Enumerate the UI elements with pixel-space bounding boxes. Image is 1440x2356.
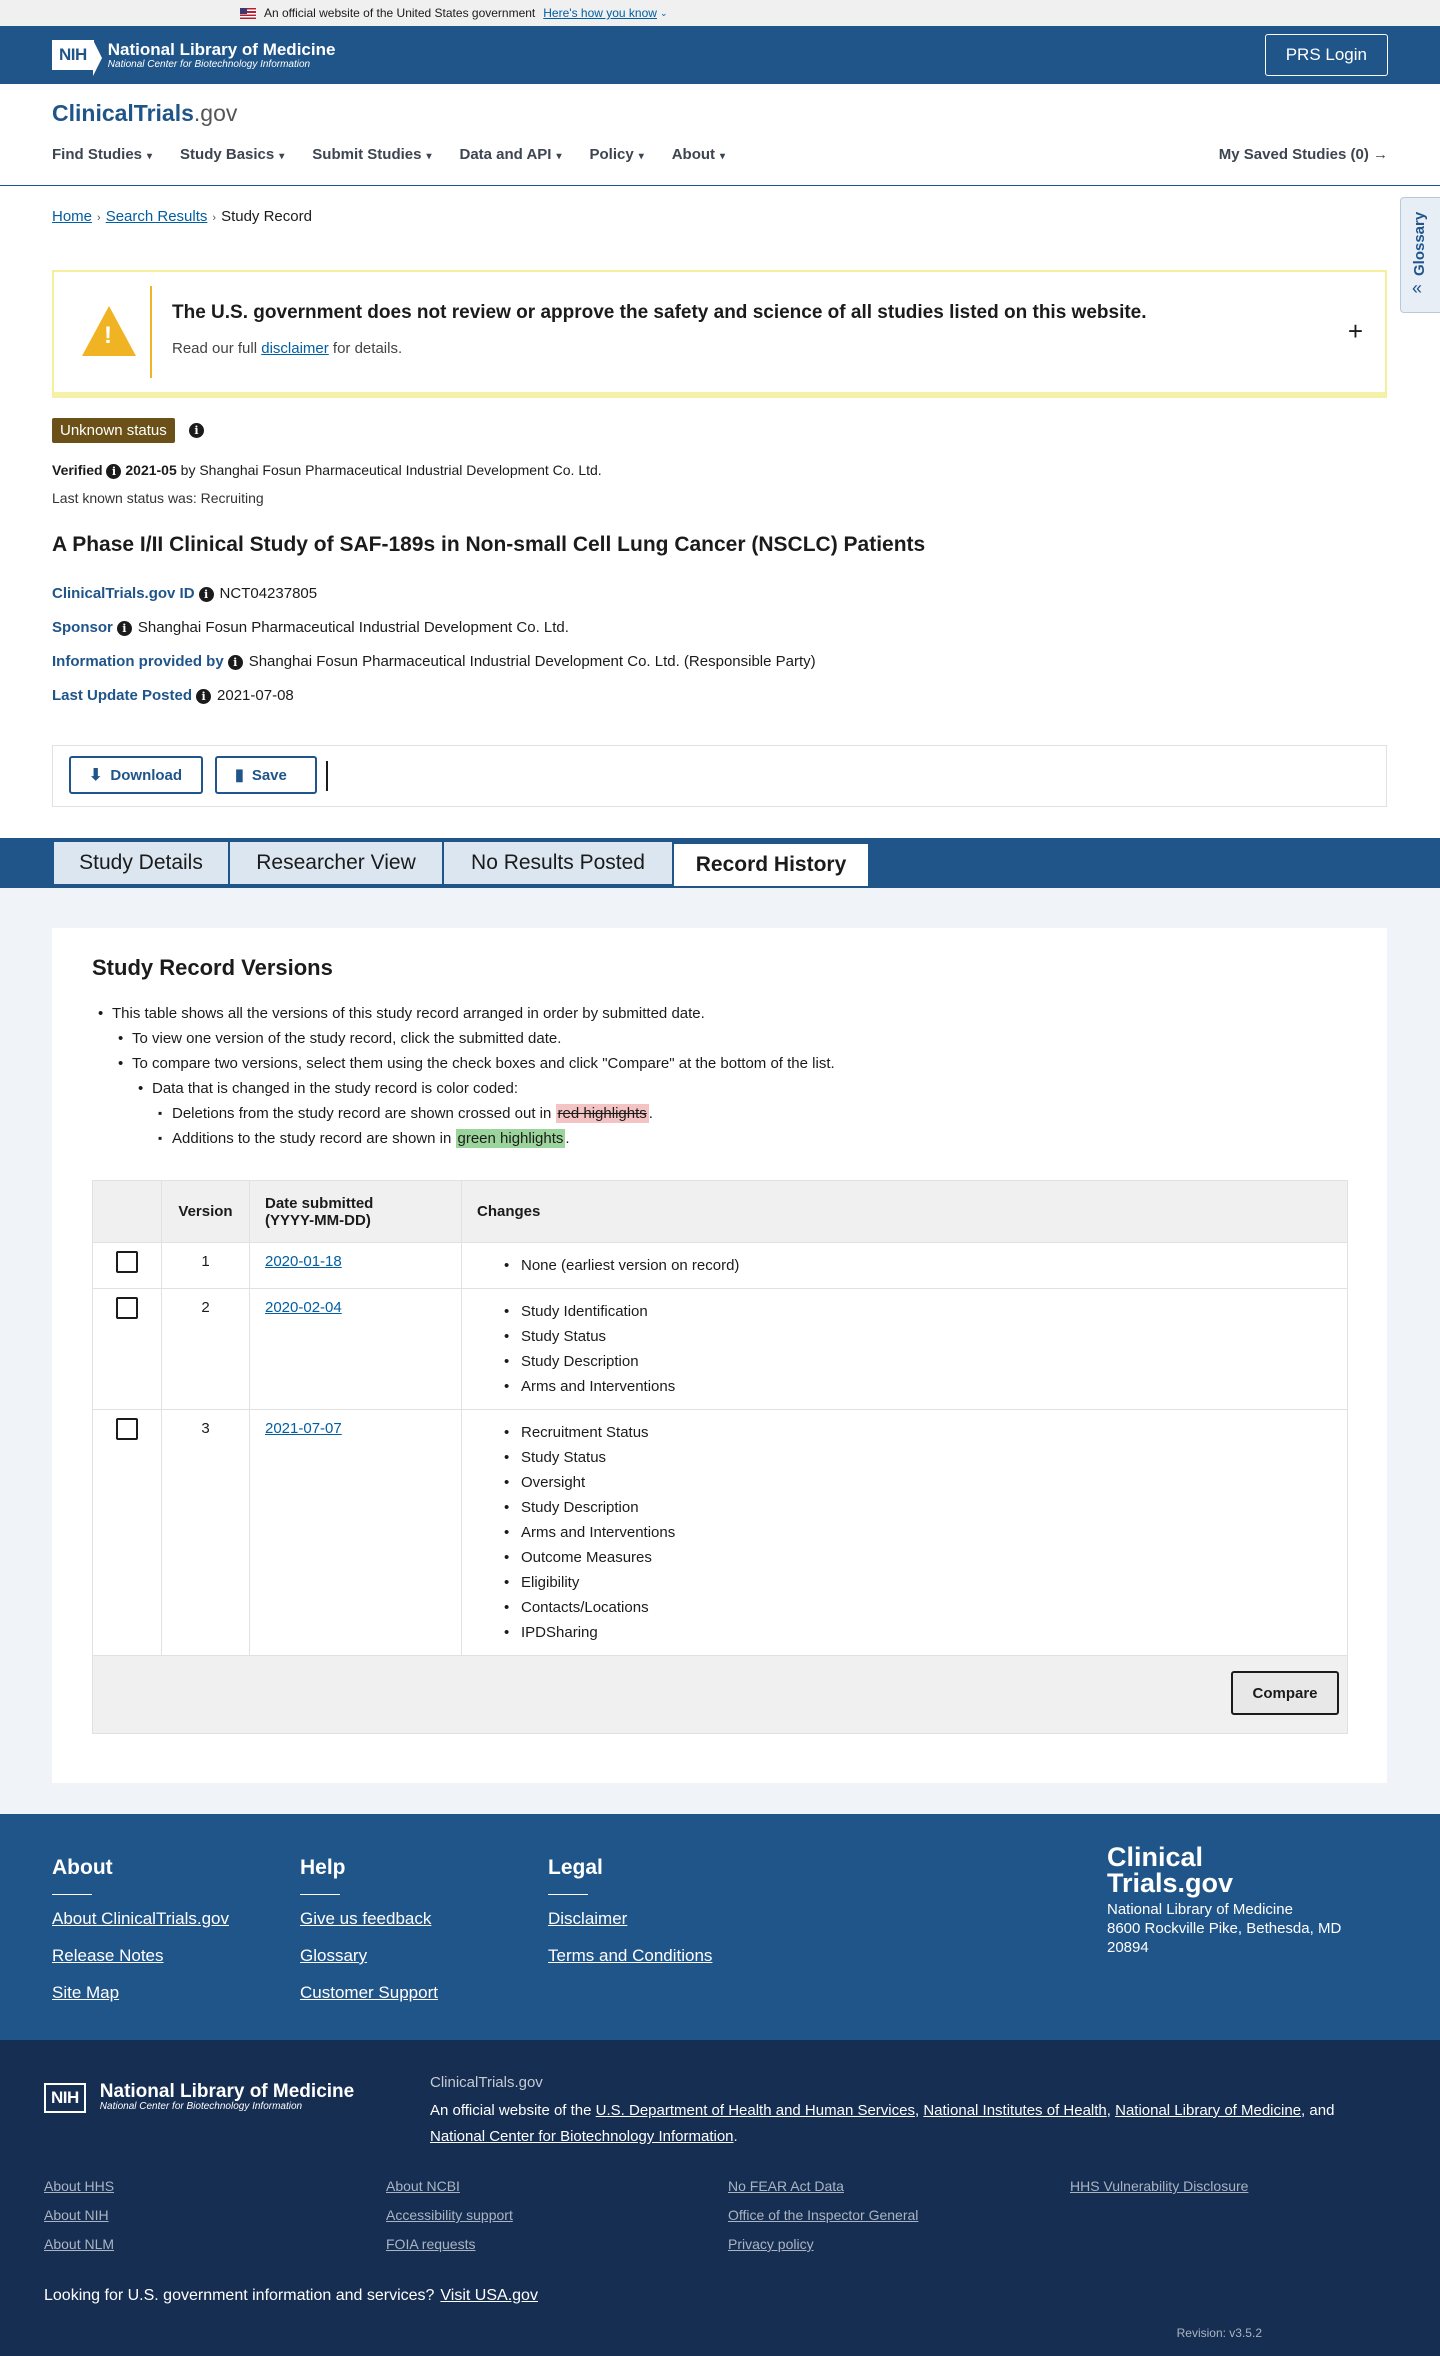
change-item: • Study Status: [477, 1324, 1332, 1349]
nlm-footer-logo[interactable]: [44, 2082, 354, 2113]
chevron-right-icon: ›: [97, 212, 101, 224]
col-version: Version: [162, 1181, 250, 1243]
breadcrumb-search-results[interactable]: Search Results: [105, 208, 208, 225]
footer-site-name: ClinicalTrials.gov: [430, 2074, 543, 2091]
version-number: 1: [162, 1243, 250, 1289]
changes-cell: [462, 1243, 1348, 1289]
footer-links-col1: [44, 2178, 114, 2265]
footer-link[interactable]: Accessibility support: [386, 2207, 513, 2223]
footer-address-street: 8600 Rockville Pike, Bethesda, MD: [1107, 1920, 1342, 1937]
version-checkbox[interactable]: [116, 1418, 138, 1440]
meta-value: Shanghai Fosun Pharmaceutical Industrial Development Co. Ltd.: [137, 619, 569, 636]
info-icon[interactable]: i: [199, 587, 214, 602]
nav-label: About: [671, 146, 716, 163]
change-item: • Study Status: [477, 1445, 1332, 1470]
date-cell: [250, 1289, 462, 1410]
tab-study-details[interactable]: Study Details: [52, 840, 230, 886]
disclaimer-heading: The U.S. government does not review or approve the safety and science of all studies listed on this website.: [172, 302, 1147, 323]
status-badge: Unknown status: [52, 418, 175, 443]
disclaimer-post: for details.: [332, 340, 403, 357]
change-item: • Eligibility: [477, 1570, 1332, 1595]
list-item: ▪ Deletions from the study record are shown crossed out in red highlights .: [172, 1105, 653, 1122]
meta-info-provider: [52, 653, 816, 670]
version-date-link[interactable]: 2020-01-18: [265, 1253, 342, 1270]
col-select: [93, 1181, 162, 1243]
change-item: • Oversight: [477, 1470, 1332, 1495]
row-select-cell: [93, 1289, 162, 1410]
revision-label: Revision: v3.5.2: [1176, 2326, 1262, 2340]
download-button[interactable]: [69, 756, 203, 794]
footer-logo-line1[interactable]: Clinical: [1107, 1842, 1204, 1872]
prs-login-button[interactable]: PRS Login: [1265, 34, 1388, 76]
date-cell: [250, 1410, 462, 1656]
change-item: • Arms and Interventions: [477, 1374, 1332, 1399]
save-button[interactable]: [215, 756, 317, 794]
table-row: [93, 1410, 1348, 1656]
info-icon[interactable]: i: [196, 689, 211, 704]
ncbi-subtitle: National Center for Biotechnology Information: [99, 2101, 303, 2112]
chevron-down-icon: ▾: [426, 151, 432, 162]
footer-address-org: National Library of Medicine: [1107, 1901, 1293, 1918]
double-chevron-left-icon: «: [1412, 278, 1423, 298]
nav-about[interactable]: [672, 146, 725, 163]
info-icon[interactable]: i: [106, 464, 121, 479]
footer-link[interactable]: FOIA requests: [386, 2236, 476, 2252]
change-item: • Recruitment Status: [477, 1420, 1332, 1445]
meta-label: Last Update Posted: [52, 687, 193, 704]
usa-question: Looking for U.S. government information and services?: [44, 2287, 435, 2304]
compare-cell: [93, 1656, 1348, 1734]
footer-address-zip: 20894: [1107, 1939, 1149, 1956]
nav-find-studies[interactable]: [52, 146, 152, 163]
version-date-link[interactable]: 2020-02-04: [265, 1299, 342, 1316]
meta-label: Information provided by: [52, 653, 224, 670]
gov-banner-text: An official website of the United States government: [264, 6, 536, 20]
footer-official-text: An official website of the U.S. Department of Health and Human Services, National Institutes of Health, National Library of Medicine, and National Center for Biotechnology Information.: [430, 2102, 1335, 2145]
breadcrumb-current: Study Record: [221, 208, 312, 225]
disclaimer-text: [172, 340, 402, 357]
info-icon[interactable]: i: [189, 423, 204, 438]
tab-no-results-posted[interactable]: No Results Posted: [442, 840, 674, 886]
text-cursor: [326, 761, 328, 791]
list-item: • Data that is changed in the study record is color coded:: [152, 1080, 518, 1097]
section-heading: Study Record Versions: [92, 955, 333, 980]
compare-button[interactable]: Compare: [1231, 1671, 1339, 1715]
col-changes: Changes: [462, 1181, 1348, 1243]
chevron-right-icon: ›: [212, 212, 217, 224]
footer-link[interactable]: Disclaimer: [548, 1909, 628, 1928]
nav-label: Data and API: [459, 146, 552, 163]
info-icon[interactable]: i: [117, 621, 132, 636]
change-item: • Study Description: [477, 1349, 1332, 1374]
versions-table: [92, 1180, 1348, 1734]
expand-plus-icon[interactable]: +: [1347, 316, 1363, 346]
verified-line: [52, 462, 602, 479]
nav-label: Policy: [589, 146, 634, 163]
study-title: A Phase I/II Clinical Study of SAF-189s in Non-small Cell Lung Cancer (NSCLC) Patients: [52, 533, 926, 556]
list-item: • To view one version of the study record, click the submitted date.: [132, 1030, 561, 1047]
list-text: Deletions from the study record are shown crossed out in: [172, 1105, 552, 1122]
col-date: [250, 1181, 462, 1243]
meta-label: Sponsor: [52, 619, 113, 636]
version-checkbox[interactable]: [116, 1251, 138, 1273]
saved-label: My Saved Studies (0): [1218, 146, 1369, 163]
change-item: • Arms and Interventions: [477, 1520, 1332, 1545]
chevron-down-icon: ▾: [147, 151, 153, 162]
meta-last-update: [52, 687, 294, 704]
verified-date: 2021-05: [125, 462, 177, 478]
chevron-down-icon: ▾: [279, 151, 285, 162]
row-select-cell: [93, 1243, 162, 1289]
usa-gov-link[interactable]: Visit USA.gov: [440, 2287, 538, 2304]
footer-link[interactable]: No FEAR Act Data: [728, 2178, 844, 2194]
table-row: [93, 1289, 1348, 1410]
change-item: • Outcome Measures: [477, 1545, 1332, 1570]
footer-link[interactable]: Terms and Conditions: [548, 1946, 713, 1965]
nih-logo-mark: NIH: [44, 2083, 86, 2113]
list-item: ▪ Additions to the study record are shown in green highlights .: [172, 1130, 570, 1147]
change-item: • IPDSharing: [477, 1620, 1332, 1645]
footer-link[interactable]: HHS Vulnerability Disclosure: [1070, 2178, 1249, 2194]
tab-record-history[interactable]: Record History: [672, 842, 870, 888]
meta-value: Shanghai Fosun Pharmaceutical Industrial Development Co. Ltd. (Responsible Party): [248, 653, 816, 670]
row-select-cell: [93, 1410, 162, 1656]
nav-label: Find Studies: [52, 146, 142, 163]
glossary-tab[interactable]: [1400, 197, 1440, 313]
nih-header: [0, 26, 1440, 84]
bookmark-icon: ▮: [235, 767, 244, 784]
changes-cell: [462, 1410, 1348, 1656]
footer-legal: [548, 1856, 712, 1983]
main-nav: [52, 146, 753, 163]
meta-value: 2021-07-08: [217, 687, 294, 704]
footer-link[interactable]: Privacy policy: [728, 2236, 814, 2252]
gov-banner: [0, 0, 1440, 26]
disclaimer-pre: Read our full: [172, 340, 258, 357]
official-pre: An official website of the: [430, 2102, 592, 2119]
info-icon[interactable]: i: [228, 655, 243, 670]
usa-gov-line: [44, 2287, 538, 2305]
brand-name: ClinicalTrials: [52, 100, 194, 126]
record-versions-card: [52, 928, 1387, 1783]
actions-bar: [52, 745, 1387, 807]
nlm-logo[interactable]: [52, 40, 335, 71]
footer-link[interactable]: Office of the Inspector General: [728, 2207, 919, 2223]
footer-link[interactable]: Release Notes: [52, 1946, 164, 1965]
deletion-highlight: red highlights: [557, 1105, 647, 1122]
nlm-title: National Library of Medicine: [99, 2081, 355, 2102]
footer-heading: Legal: [548, 1856, 603, 1879]
nlm-link[interactable]: National Library of Medicine: [1115, 2102, 1302, 2119]
footer-about: [52, 1856, 229, 2020]
breadcrumb-home[interactable]: Home: [52, 208, 93, 225]
heres-how-link[interactable]: Here's how you know: [543, 6, 657, 20]
footer-link[interactable]: About NLM: [44, 2236, 115, 2252]
verified-by: by Shanghai Fosun Pharmaceutical Industrial Development Co. Ltd.: [180, 462, 602, 478]
ncbi-link[interactable]: National Center for Biotechnology Information: [430, 2128, 734, 2145]
save-label: Save: [251, 766, 287, 784]
version-date-link[interactable]: 2021-07-07: [265, 1420, 342, 1437]
nav-label: Study Basics: [180, 146, 275, 163]
footer-heading: Help: [300, 1856, 346, 1879]
site-footer: [0, 1814, 1440, 2040]
list-text: Additions to the study record are shown in: [172, 1130, 452, 1147]
ncbi-subtitle: National Center for Biotechnology Information: [107, 58, 311, 70]
meta-label: ClinicalTrials.gov ID: [52, 585, 195, 602]
study-tabs: [0, 838, 1440, 888]
meta-id: [52, 585, 317, 602]
footer-links-col4: [1070, 2178, 1248, 2207]
brand-suffix: .gov: [193, 100, 238, 126]
date-cell: [250, 1243, 462, 1289]
chevron-down-icon: ⌄: [659, 7, 668, 18]
nih-link[interactable]: National Institutes of Health: [923, 2102, 1107, 2119]
footer-link[interactable]: About ClinicalTrials.gov: [52, 1909, 229, 1928]
nlm-title: National Library of Medicine: [107, 39, 336, 59]
change-item: • Study Description: [477, 1495, 1332, 1520]
us-flag-icon: [240, 8, 256, 19]
footer-brand: [1107, 1844, 1377, 1957]
footer-link[interactable]: Glossary: [300, 1946, 368, 1965]
version-number: 3: [162, 1410, 250, 1656]
hhs-link[interactable]: U.S. Department of Health and Human Services: [595, 2102, 915, 2119]
download-icon: ⬇: [89, 767, 103, 784]
changes-cell: [462, 1289, 1348, 1410]
list-item: • To compare two versions, select them using the check boxes and click "Compare" at the bottom of the list.: [132, 1055, 835, 1072]
meta-value: NCT04237805: [219, 585, 318, 602]
version-checkbox[interactable]: [116, 1297, 138, 1319]
table-row: [93, 1243, 1348, 1289]
tab-researcher-view[interactable]: Researcher View: [228, 840, 444, 886]
footer-link[interactable]: About NIH: [44, 2207, 109, 2223]
col-date-format: (YYYY-MM-DD): [265, 1211, 371, 1229]
footer-help: [300, 1856, 438, 2020]
saved-studies-link[interactable]: [1219, 146, 1388, 163]
nlm-footer: [0, 2040, 1440, 2356]
col-date-label: Date submitted: [265, 1194, 374, 1212]
nav-policy[interactable]: [590, 146, 644, 163]
last-known-status: Last known status was: Recruiting: [52, 490, 264, 506]
footer-link[interactable]: Customer Support: [300, 1983, 438, 2002]
footer-logo-line2[interactable]: Trials.gov: [1107, 1868, 1234, 1898]
footer-heading: About: [52, 1856, 113, 1879]
site-header: [0, 84, 1440, 186]
nih-logo-mark: NIH: [52, 40, 94, 70]
footer-link[interactable]: Site Map: [52, 1983, 120, 2002]
list-item: • This table shows all the versions of this study record arranged in order by submitted date.: [112, 1005, 705, 1022]
footer-links-col2: [386, 2178, 513, 2265]
nav-label: Submit Studies: [312, 146, 422, 163]
meta-sponsor: [52, 619, 569, 636]
nav-study-basics[interactable]: [180, 146, 284, 163]
footer-link[interactable]: Give us feedback: [300, 1909, 432, 1928]
chevron-down-icon: ▾: [556, 151, 562, 162]
disclaimer-link[interactable]: disclaimer: [261, 340, 329, 357]
footer-link[interactable]: About HHS: [44, 2178, 115, 2194]
change-item: • None (earliest version on record): [477, 1253, 1332, 1278]
change-item: • Contacts/Locations: [477, 1595, 1332, 1620]
site-logo[interactable]: [52, 100, 237, 127]
arrow-right-icon: →: [1373, 146, 1388, 163]
nav-submit-studies[interactable]: [312, 146, 431, 163]
download-label: Download: [110, 766, 183, 784]
glossary-label: Glossary: [1411, 211, 1428, 276]
version-number: 2: [162, 1289, 250, 1410]
table-footer-row: [93, 1656, 1348, 1734]
chevron-down-icon: ▾: [638, 151, 644, 162]
nav-data-api[interactable]: [460, 146, 562, 163]
footer-links-col3: [728, 2178, 918, 2265]
chevron-down-icon: ▾: [720, 151, 726, 162]
change-item: • Study Identification: [477, 1299, 1332, 1324]
footer-link[interactable]: About NCBI: [386, 2178, 460, 2194]
addition-highlight: green highlights: [457, 1130, 564, 1147]
verified-label: Verified: [52, 462, 103, 478]
disclaimer-alert: ! The U.S. government does not review or approve the safety and science of all studies listed on this website. Read our full disclaimer for details. +: [52, 270, 1387, 398]
and-text: and: [1309, 2102, 1335, 2119]
breadcrumb: [52, 208, 312, 225]
